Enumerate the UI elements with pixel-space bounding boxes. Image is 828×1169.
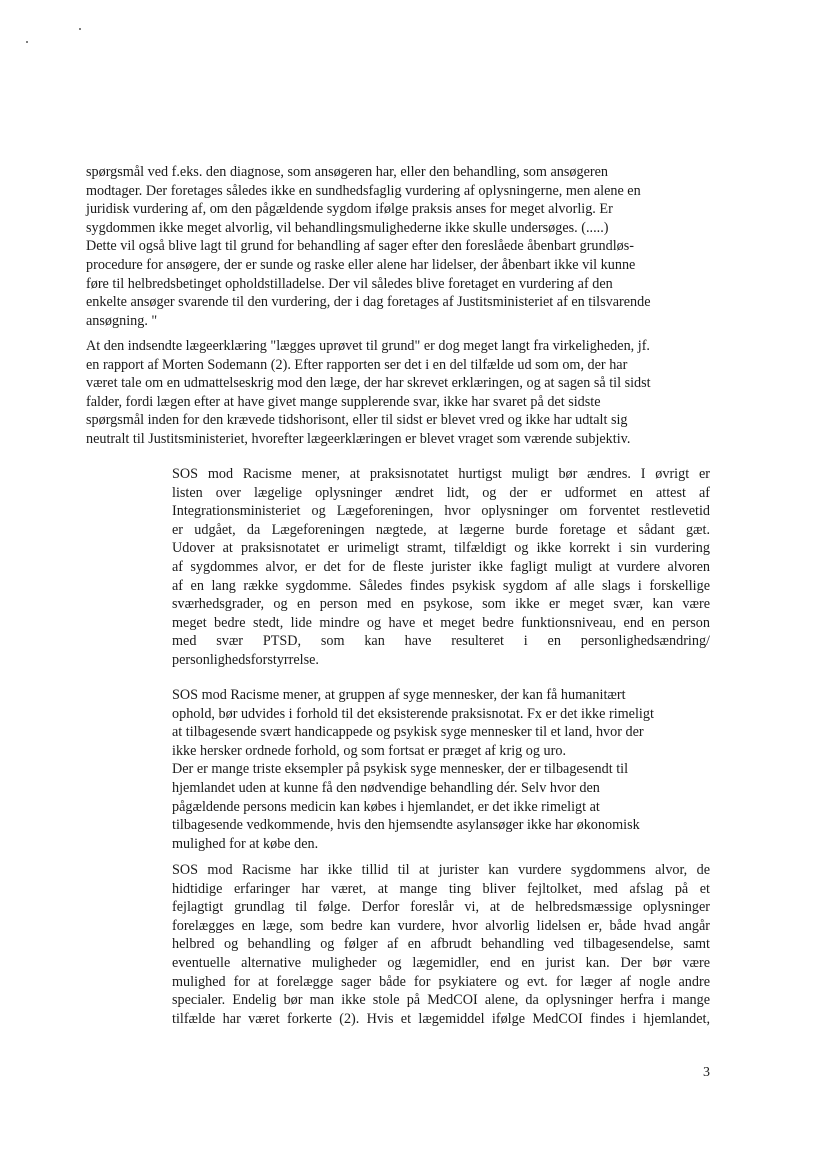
text-line: Der er mange triste eksempler på psykisk syge mennesker, der er tilbagesendt til [172, 761, 629, 778]
text-line: personlighedsforstyrrelse. [172, 651, 319, 668]
text-line: juridisk vurdering af, om den pågældende sygdom ifølge praksis anses for meget alvorlig. Er [86, 201, 613, 218]
scan-speck [26, 41, 28, 43]
text-line: listen over lægelige oplysninger ændret lidt, og der er udformet en attest af [172, 484, 710, 501]
text-line: fejlagtigt grundlag til følge. Derfor foreslår vi, at de helbredsmæssige oplysninger [172, 899, 710, 916]
text-line: neutralt til Justitsministeriet, hvorefter lægeerklæringen er blevet vraget som værende subjektiv. [86, 430, 631, 447]
body-paragraph [86, 337, 726, 449]
text-line: eventuelle alternative muligheder og lægemidler, end en jurist kan. Der bør være [172, 954, 710, 971]
text-line: ikke hersker ordnede forhold, og som fortsat er præget af krig og uro. [172, 742, 566, 759]
text-line: hidtidige erfaringer har været, at mange ting bliver fejltolket, med afslag på et [172, 880, 710, 897]
text-line: sværhedsgrader, og en person med en psykose, som ikke er meget svær, kan være [172, 596, 710, 613]
page-number: 3 [703, 1065, 710, 1080]
text-line: meget bedre stedt, lide mindre og have et meget bedre funktionsniveau, end en person [172, 614, 710, 631]
text-line: tilfælde har været forkerte (2). Hvis et lægemiddel ifølge MedCOI findes i hjemlandet, [172, 1010, 710, 1027]
text-line: været tale om en udmattelseskrig mod den læge, der har skrevet erklæringen, og at sagen så til sidst [86, 375, 651, 392]
text-line: af sygdommes alvor, er det for de fleste jurister ikke fagligt muligt at vurdere alvoren [172, 558, 710, 575]
text-line: modtager. Der foretages således ikke en sundhedsfaglig vurdering af oplysningerne, men alene en [86, 182, 641, 199]
text-line: spørgsmål inden for den krævede tidshorisont, eller til sidst er blevet vred og ikke har udtalt sig [86, 412, 628, 429]
text-line: Integrationsministeriet og Lægeforeningen, hvor oplysninger om forventet restlevetid [172, 503, 710, 520]
text-line: SOS mod Racisme mener, at gruppen af syge mennesker, der kan få humanitært [172, 687, 626, 703]
indented-paragraph [172, 861, 710, 1028]
text-line: pågældende persons medicin kan købes i hjemlandet, er det ikke rimeligt at [172, 798, 600, 815]
quoted-text-block [86, 163, 726, 330]
text-line: med svær PTSD, som kan have resulteret i en personlighedsændring/ [172, 633, 710, 650]
text-line: mulighed for at købe den. [172, 835, 319, 852]
text-line: forelægges en læge, som bedre kan vurdere, hvor alvorlig lidelsen er, både hvad angår [172, 917, 710, 934]
text-line: Udover at praksisnotatet er urimeligt stramt, tilfældigt og ikke korrekt i sin vurdering [172, 540, 710, 557]
text-line: ophold, bør udvides i forhold til det eksisterende praksisnotat. Fx er det ikke rimeligt [172, 705, 654, 722]
text-line: helbred og behandling og følger af en afbrudt behandling ved tilbagesendelse, samt [172, 936, 710, 953]
indented-paragraph [172, 686, 710, 853]
text-line: At den indsendte lægeerklæring "lægges uprøvet til grund" er dog meget langt fra virkeligheden, jf. [86, 338, 650, 354]
text-line: er udgået, da Lægeforeningen nægtede, at lægerne burde foretage et sådant gæt. [172, 521, 710, 538]
text-line: sygdommen ikke meget alvorlig, vil behandlingsmulighederne ikke skulle undersøges. (.....) [86, 219, 609, 236]
text-line: føre til helbredsbetinget opholdstilladelse. Der vil således blive foretaget en vurdering af den [86, 275, 613, 292]
text-line: specialer. Endelig bør man ikke stole på MedCOI alene, da oplysninger herfra i mange [172, 992, 710, 1009]
text-line: af en lang række sygdomme. Således findes psykisk sygdom af alle slags i forskellige [172, 577, 710, 594]
text-line: enkelte ansøger svarende til den vurdering, der i dag foretages af Justitsministeriet af en tilsvarende [86, 294, 651, 311]
text-line: en rapport af Morten Sodemann (2). Efter rapporten ser det i en del tilfælde ud som om, der har [86, 356, 628, 373]
text-line: hjemlandet uden at kunne få den nødvendige behandling dér. Selv hvor den [172, 779, 600, 796]
text-line: mulighed for at forelægge sager både for psykiatere og evt. for læger af nogle andre [172, 973, 710, 990]
text-line: Dette vil også blive lagt til grund for behandling af sager efter den foreslåede åbenbart grundløs- [86, 238, 634, 255]
scan-speck [79, 28, 81, 30]
text-line: spørgsmål ved f.eks. den diagnose, som ansøgeren har, eller den behandling, som ansøgeren [86, 164, 608, 180]
text-line: SOS mod Racisme mener, at praksisnotatet hurtigst muligt bør ændres. I øvrigt er [172, 466, 710, 482]
text-line: procedure for ansøgere, der er sunde og raske eller alene har lidelser, der åbenbart ikke vil kunne [86, 256, 636, 273]
text-line: ansøgning. " [86, 312, 158, 329]
text-line: at tilbagesende svært handicappede og psykisk syge mennesker til et land, hvor der [172, 724, 644, 741]
text-line: falder, fordi lægen efter at have givet mange supplerende svar, ikke har svaret på det sidste [86, 393, 601, 410]
text-line: SOS mod Racisme har ikke tillid til at jurister kan vurdere sygdommens alvor, de [172, 862, 710, 878]
text-line: tilbagesende vedkommende, hvis den hjemsendte asylansøger ikke har økonomisk [172, 817, 640, 834]
indented-paragraph [172, 465, 710, 670]
